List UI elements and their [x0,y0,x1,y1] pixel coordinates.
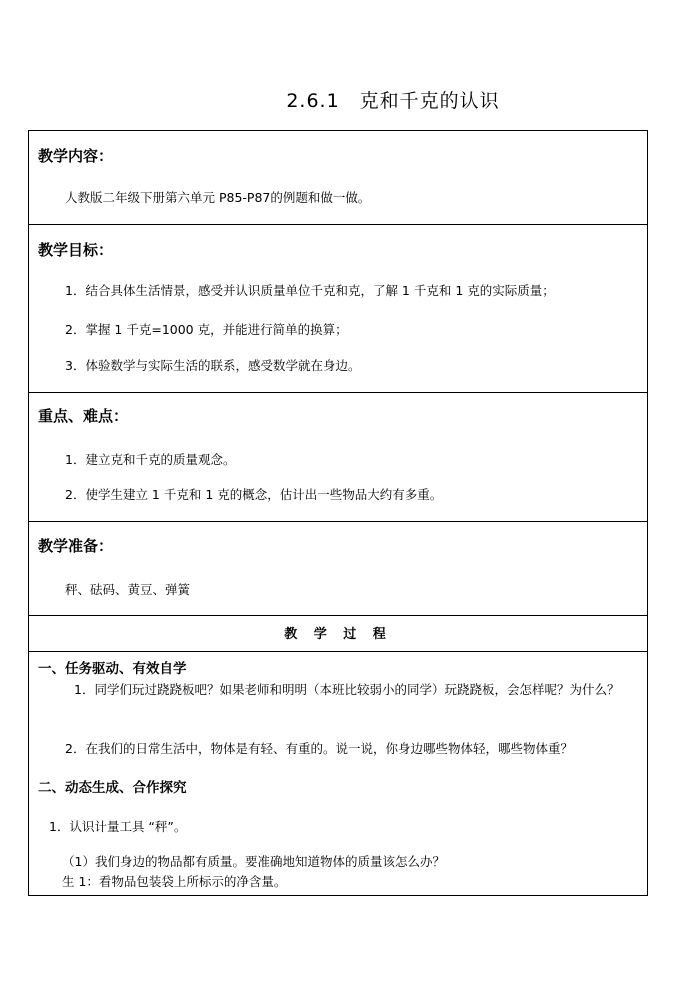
prep-heading: 教学准备： [38,537,114,555]
keypoints-heading: 重点、难点： [38,407,129,425]
page-title: 2.6.1 克和千克的认识 [286,90,500,112]
process-heading: 教 学 过 程 [284,627,392,642]
prep-text: 秤、砝码、黄豆、弹簧 [65,582,191,597]
content-heading: 教学内容： [38,147,114,165]
step-paragraph-4: （1）我们身边的物品都有质量。要准确地知道物体的质量该怎么办？ [62,854,445,869]
goals-heading: 教学目标： [38,241,114,259]
section-content [29,131,647,225]
goal-item-1: 1．结合具体生活情景，感受并认识质量单位千克和克，了解 1 千克和 1 克的实际质量； [65,283,555,298]
step-paragraph-5: 生 1：看物品包装袋上所标示的净含量。 [62,874,287,889]
content-text: 人教版二年级下册第六单元 P85-P87的例题和做一做。 [65,190,371,205]
step-paragraph-2: 2．在我们的日常生活中，物体是有轻、有重的。说一说，你身边哪些物体轻，哪些物体重？ [65,741,573,756]
step-paragraph-1: 1．同学们玩过跷跷板吧？如果老师和明明（本班比较弱小的同学）玩跷跷板，会怎样呢？为什么？ [74,682,620,697]
section-process-header [29,616,647,652]
lesson-plan-table [28,130,648,896]
part1-heading: 一、任务驱动、有效自学 [38,661,187,677]
section-prep [29,522,647,616]
section-process-body [29,652,647,897]
keypoint-item-1: 1．建立克和千克的质量观念。 [65,452,236,467]
section-keypoints [29,393,647,522]
keypoint-item-2: 2．使学生建立 1 千克和 1 克的概念，估计出一些物品大约有多重。 [65,487,443,502]
step-paragraph-3: 1．认识计量工具 “秤”。 [49,819,187,834]
goal-item-2: 2．掌握 1 千克=1000 克，并能进行简单的换算； [65,322,348,337]
part2-heading: 二、动态生成、合作探究 [38,780,187,796]
goal-item-3: 3．体验数学与实际生活的联系，感受数学就在身边。 [65,358,361,373]
section-goals [29,225,647,393]
